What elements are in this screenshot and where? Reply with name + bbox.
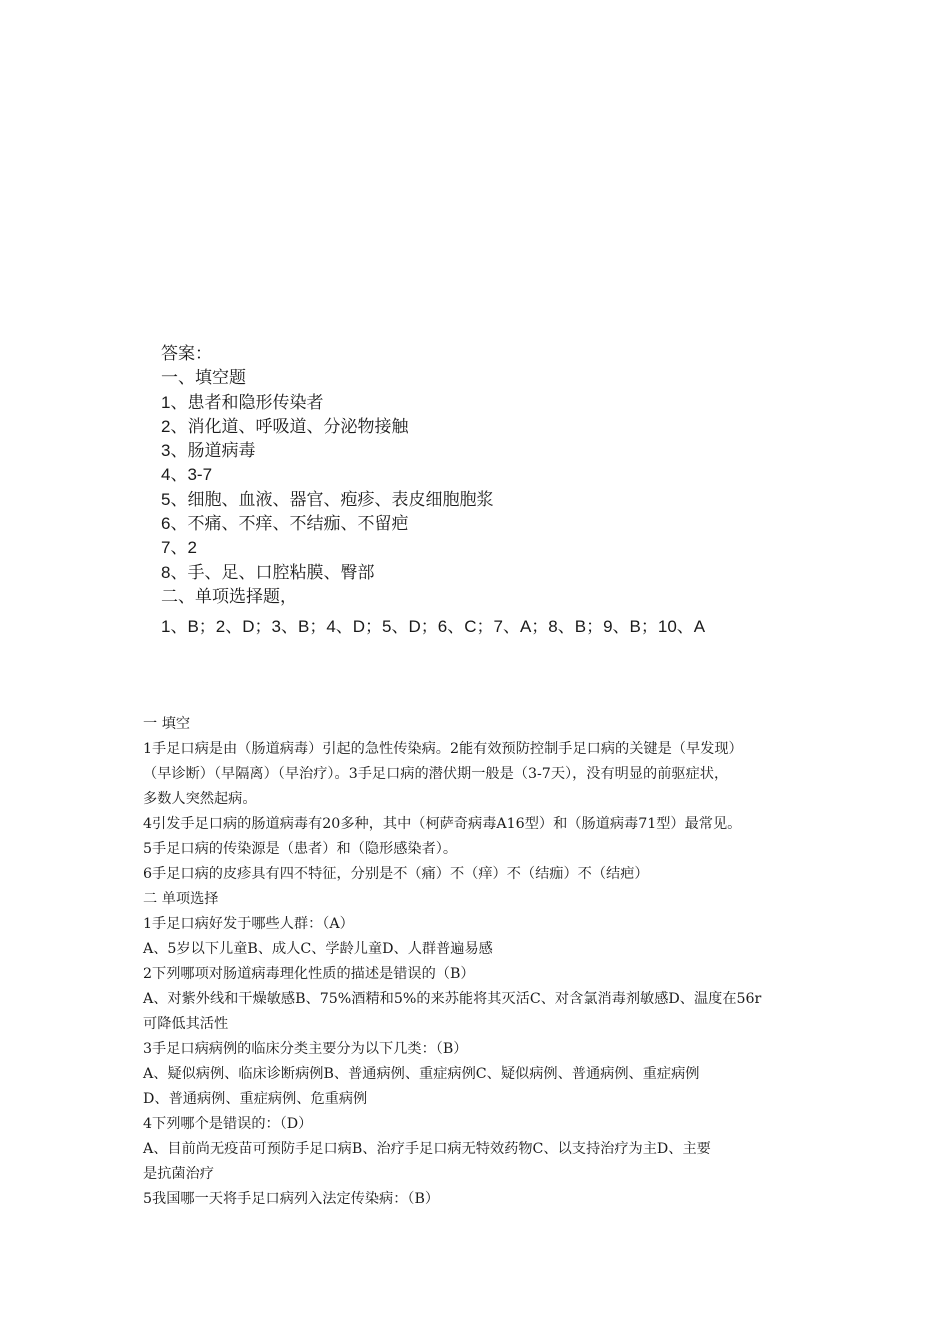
mc-section-heading: 二、单项选择题， [161, 586, 297, 606]
fill-answer-1: 1、患者和隐形传染者 [161, 392, 324, 412]
fill-answer-5: 5、细胞、血液、器官、疱疹、表皮细胞胞浆 [161, 489, 494, 509]
fill-answer-4: 4、3-7 [161, 465, 213, 485]
mc-answers: 1、B；2、D；3、B；4、D；5、D；6、C；7、A；8、B；9、B；10、A [161, 617, 706, 637]
fill-answer-6: 6、不痛、不痒、不结痂、不留疤 [161, 514, 409, 534]
quiz-line: （早诊断）（早隔离）（早治疗）。3手足口病的潜伏期一般是（3-7天），没有明显的前驱症状， [143, 766, 729, 782]
quiz-question: 2下列哪项对肠道病毒理化性质的描述是错误的（B） [143, 966, 475, 982]
quiz-options: A、对紫外线和干燥敏感B、75%酒精和5%的来苏能将其灭活C、对含氯消毒剂敏感D、温度在56r [143, 991, 762, 1007]
quiz-options: A、疑似病例、临床诊断病例B、普通病例、重症病例C、疑似病例、普通病例、重症病例 [143, 1066, 700, 1082]
answer-key-title: 答案： [161, 344, 212, 363]
quiz-options: A、5岁以下儿童B、成人C、学龄儿童D、人群普遍易感 [143, 941, 493, 957]
fill-answer-3: 3、肠道病毒 [161, 441, 256, 461]
quiz-question: 1手足口病好发于哪些人群：（A） [143, 916, 354, 932]
quiz-question: 5我国哪一天将手足口病列入法定传染病：（B） [143, 1191, 440, 1207]
fill-answer-8: 8、手、足、口腔粘膜、臀部 [161, 562, 375, 582]
quiz-options: 可降低其活性 [143, 1016, 229, 1032]
quiz-question: 4下列哪个是错误的：（D） [143, 1116, 313, 1132]
answer-key [161, 342, 921, 640]
quiz-question: 3手足口病病例的临床分类主要分为以下几类：（B） [143, 1041, 468, 1057]
quiz-line: 多数人突然起病。 [143, 791, 257, 807]
quiz-line: 6手足口病的皮疹具有四不特征，分别是不（痛）不（痒）不（结痂）不（结疤） [143, 866, 649, 882]
fill-answer-2: 2、消化道、呼吸道、分泌物接触 [161, 416, 409, 436]
quiz-line: 5手足口病的传染源是（患者）和（隐形感染者）。 [143, 841, 458, 857]
fill-answer-7: 7、2 [161, 538, 197, 558]
quiz-section-fill-heading: 一 填空 [143, 716, 191, 732]
quiz-text [143, 712, 913, 1212]
quiz-options: A、目前尚无疫苗可预防手足口病B、治疗手足口病无特效药物C、以支持治疗为主D、主要 [143, 1141, 711, 1157]
quiz-line: 1手足口病是由（肠道病毒）引起的急性传染病。2能有效预防控制手足口病的关键是（早发现） [143, 741, 743, 757]
fill-section-heading: 一、填空题 [161, 368, 246, 388]
quiz-line: 4引发手足口病的肠道病毒有20多种，其中（柯萨奇病毒A16型）和（肠道病毒71型）最常见。 [143, 816, 742, 832]
quiz-section-choice-heading: 二 单项选择 [143, 891, 219, 907]
quiz-options: D、普通病例、重症病例、危重病例 [143, 1091, 368, 1107]
quiz-options: 是抗菌治疗 [143, 1166, 214, 1182]
